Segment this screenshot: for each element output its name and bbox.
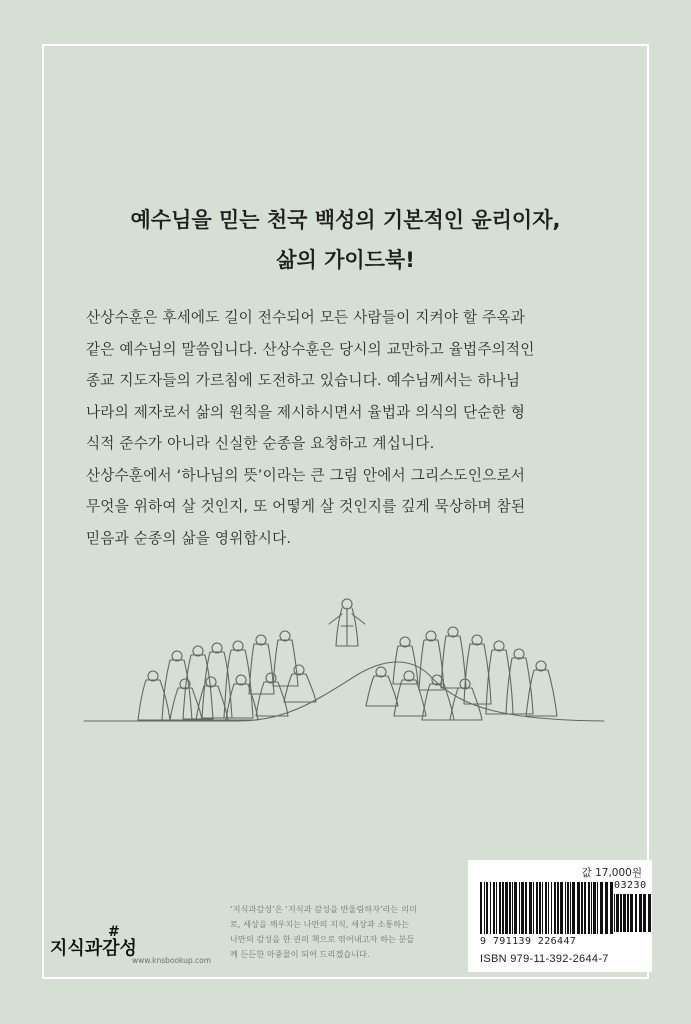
publisher-url: www.knsbookup.com bbox=[132, 956, 212, 965]
blurb-line: 믿음과 순종의 삶을 영위합시다. bbox=[86, 529, 292, 547]
blurb-line: 나라의 제자로서 삶의 원칙을 제시하시면서 율법과 의식의 단순한 형 bbox=[86, 403, 526, 421]
blurb bbox=[86, 302, 626, 554]
blurb-line: 같은 예수님의 말씀입니다. 산상수훈은 당시의 교만하고 율법주의적인 bbox=[86, 340, 535, 358]
isbn-number: ISBN 979-11-392-2644-7 bbox=[480, 953, 609, 965]
price-barcode-box bbox=[468, 860, 652, 972]
publisher-description-line: ‘지식과감성’은 ‘지식과 감성을 반울림하자’라는 의미 bbox=[230, 904, 417, 914]
addon-code: 03230 bbox=[614, 880, 647, 891]
blurb-paragraph-1 bbox=[86, 302, 626, 460]
headline bbox=[0, 200, 691, 280]
blurb-line: 무엇을 위하여 살 것인지, 또 어떻게 살 것인지를 깊게 묵상하며 참된 bbox=[86, 498, 526, 515]
publisher-description-line: 로, 세상을 깨우치는 나만의 지식, 세상과 소통하는 bbox=[230, 919, 410, 929]
publisher-logo-hash: # bbox=[108, 924, 120, 940]
blurb-line: 산상수훈에서 ‘하나님의 뜻’이라는 큰 그림 안에서 그리스도인으로서 bbox=[86, 466, 526, 484]
publisher-description-line: 께 든든한 마중물이 되어 드리겠습니다. bbox=[230, 949, 370, 959]
blurb-line: 식적 준수가 아니라 신실한 순종을 요청하고 계십니다. bbox=[86, 435, 435, 452]
crowd-left bbox=[138, 631, 316, 720]
price-label: 값 17,000원 bbox=[581, 867, 642, 879]
publisher-description-line: 나만의 감성을 한 권의 책으로 엮어내고자 하는 분들 bbox=[230, 934, 415, 944]
barcode-icon bbox=[480, 882, 610, 936]
addon-barcode-icon bbox=[614, 894, 644, 934]
sermon-on-the-mount-icon bbox=[84, 590, 604, 730]
headline-line-1: 예수님을 믿는 천국 백성의 기본적인 윤리이자, bbox=[130, 208, 561, 232]
blurb-line: 산상수훈은 후세에도 길이 전수되어 모든 사람들이 지켜야 할 주옥과 bbox=[86, 309, 526, 326]
blurb-line: 종교 지도자들의 가르침에 도전하고 있습니다. 예수님께서는 하나님 bbox=[86, 372, 521, 389]
crowd-right bbox=[366, 627, 557, 720]
blurb-paragraph-2 bbox=[86, 460, 626, 555]
headline-line-2: 삶의 가이드북! bbox=[276, 248, 415, 272]
publisher-logo-mark bbox=[48, 918, 137, 964]
publisher-logo-text: 지식과감성 bbox=[50, 938, 137, 959]
ean-number: 9 791139 226447 bbox=[480, 936, 577, 947]
publisher-description bbox=[230, 902, 452, 962]
publisher-logo bbox=[48, 918, 137, 964]
